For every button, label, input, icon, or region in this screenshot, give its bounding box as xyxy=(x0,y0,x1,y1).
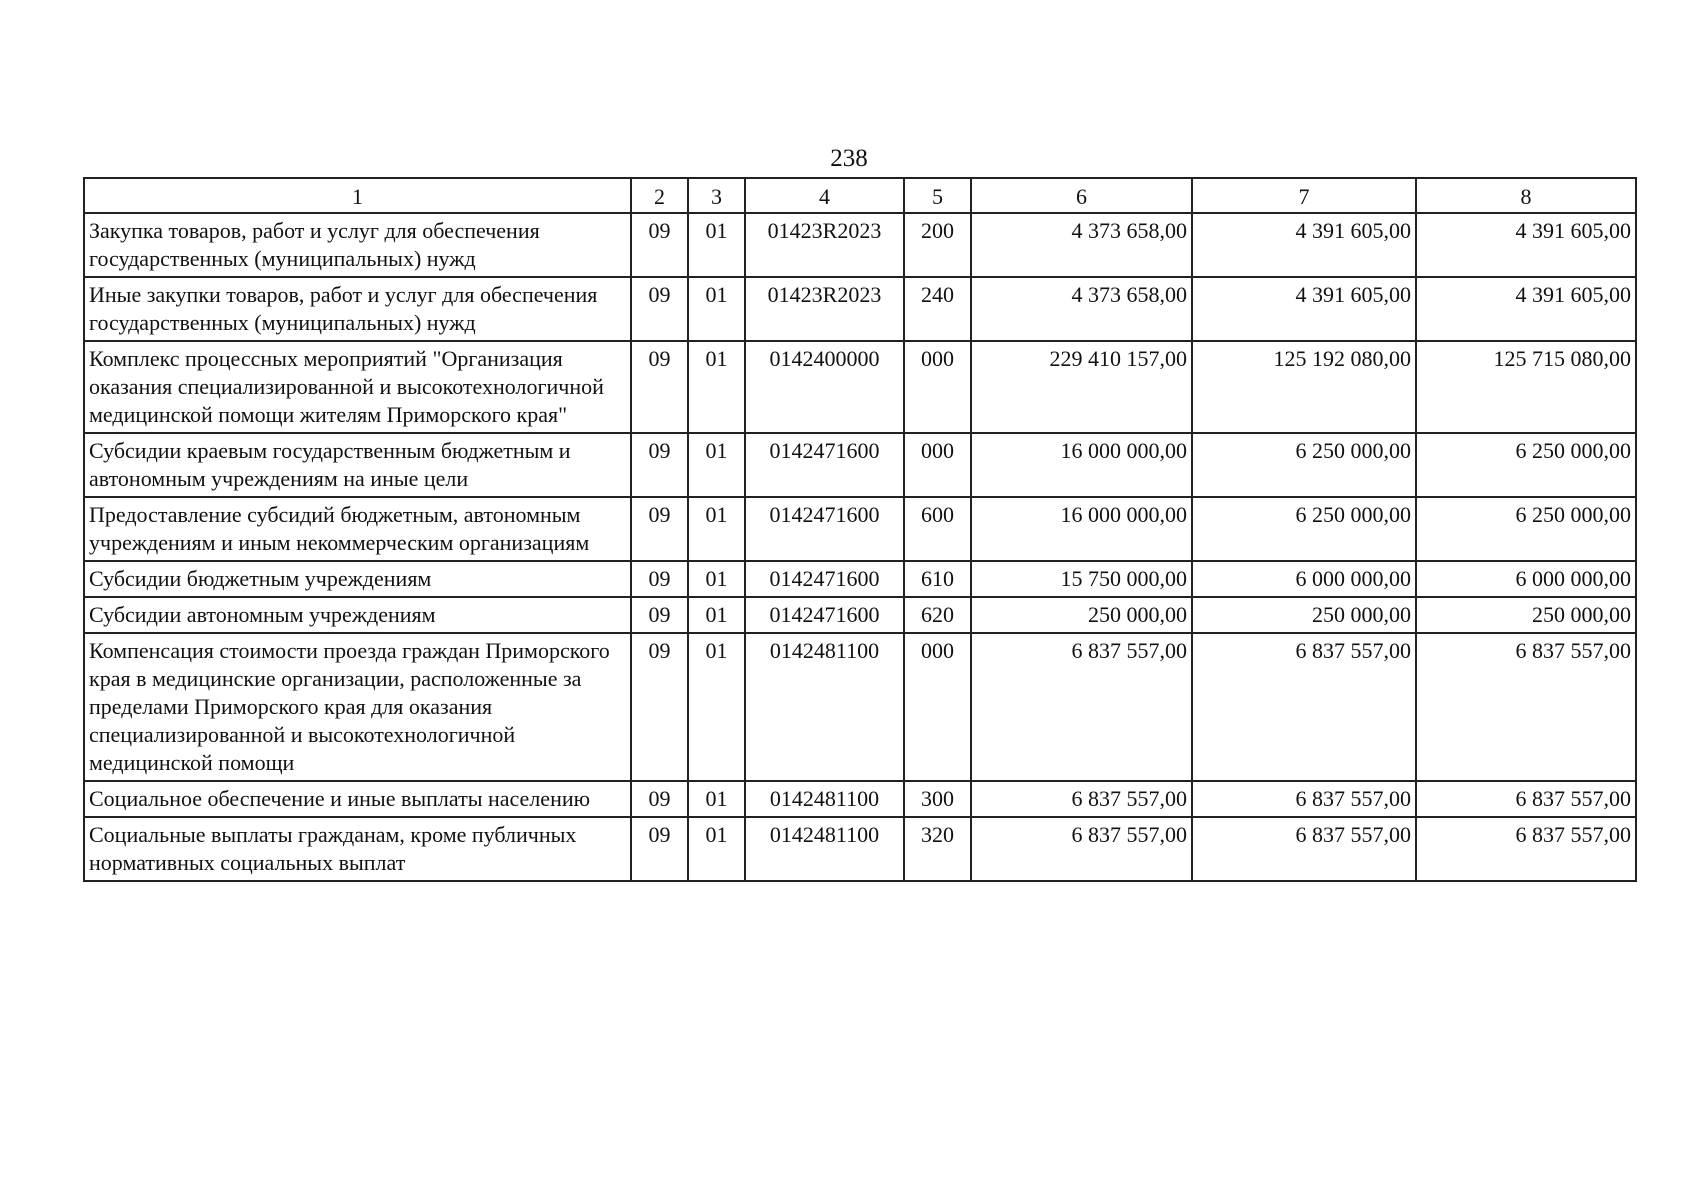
item-name: Закупка товаров, работ и услуг для обеспечения государственных (муниципальных) нужд xyxy=(84,213,631,277)
table-row xyxy=(84,277,1636,341)
amount-col-8: 6 837 557,00 xyxy=(1416,633,1636,781)
subsection-code: 01 xyxy=(688,341,745,433)
item-name: Комплекс процессных мероприятий "Организация оказания специализированной и высокотехнологичной медицинской помощи жителям Приморского края" xyxy=(84,341,631,433)
amount-col-6: 6 837 557,00 xyxy=(971,781,1192,817)
target-article-code: 0142471600 xyxy=(745,433,904,497)
item-name: Социальное обеспечение и иные выплаты населению xyxy=(84,781,631,817)
subsection-code: 01 xyxy=(688,497,745,561)
table-header xyxy=(84,178,1636,213)
column-header: 2 xyxy=(631,178,688,213)
amount-col-6: 250 000,00 xyxy=(971,597,1192,633)
table-row xyxy=(84,433,1636,497)
amount-col-6: 4 373 658,00 xyxy=(971,277,1192,341)
item-name: Субсидии краевым государственным бюджетным и автономным учреждениям на иные цели xyxy=(84,433,631,497)
amount-col-8: 125 715 080,00 xyxy=(1416,341,1636,433)
amount-col-8: 6 250 000,00 xyxy=(1416,433,1636,497)
amount-col-7: 4 391 605,00 xyxy=(1192,277,1416,341)
table-row xyxy=(84,633,1636,781)
header-row xyxy=(84,178,1636,213)
expense-type-code: 000 xyxy=(904,433,971,497)
table-row xyxy=(84,497,1636,561)
amount-col-7: 4 391 605,00 xyxy=(1192,213,1416,277)
column-header: 3 xyxy=(688,178,745,213)
target-article-code: 0142471600 xyxy=(745,561,904,597)
column-header: 7 xyxy=(1192,178,1416,213)
item-name: Иные закупки товаров, работ и услуг для обеспечения государственных (муниципальных) нужд xyxy=(84,277,631,341)
section-code: 09 xyxy=(631,633,688,781)
subsection-code: 01 xyxy=(688,817,745,881)
amount-col-8: 6 837 557,00 xyxy=(1416,781,1636,817)
column-header: 1 xyxy=(84,178,631,213)
table-row xyxy=(84,341,1636,433)
expense-type-code: 300 xyxy=(904,781,971,817)
subsection-code: 01 xyxy=(688,561,745,597)
section-code: 09 xyxy=(631,561,688,597)
amount-col-6: 6 837 557,00 xyxy=(971,817,1192,881)
amount-col-6: 6 837 557,00 xyxy=(971,633,1192,781)
amount-col-6: 4 373 658,00 xyxy=(971,213,1192,277)
section-code: 09 xyxy=(631,277,688,341)
expense-type-code: 000 xyxy=(904,341,971,433)
amount-col-8: 6 837 557,00 xyxy=(1416,817,1636,881)
amount-col-6: 15 750 000,00 xyxy=(971,561,1192,597)
item-name: Социальные выплаты гражданам, кроме публичных нормативных социальных выплат xyxy=(84,817,631,881)
subsection-code: 01 xyxy=(688,433,745,497)
table-row xyxy=(84,781,1636,817)
page-number: 238 xyxy=(830,145,868,172)
subsection-code: 01 xyxy=(688,277,745,341)
item-name: Субсидии автономным учреждениям xyxy=(84,597,631,633)
target-article-code: 0142471600 xyxy=(745,497,904,561)
column-header: 6 xyxy=(971,178,1192,213)
section-code: 09 xyxy=(631,341,688,433)
target-article-code: 0142481100 xyxy=(745,817,904,881)
amount-col-8: 6 250 000,00 xyxy=(1416,497,1636,561)
amount-col-7: 6 000 000,00 xyxy=(1192,561,1416,597)
amount-col-8: 6 000 000,00 xyxy=(1416,561,1636,597)
amount-col-7: 6 837 557,00 xyxy=(1192,633,1416,781)
table-row xyxy=(84,817,1636,881)
amount-col-8: 250 000,00 xyxy=(1416,597,1636,633)
table-row xyxy=(84,561,1636,597)
expense-type-code: 200 xyxy=(904,213,971,277)
amount-col-7: 125 192 080,00 xyxy=(1192,341,1416,433)
amount-col-7: 250 000,00 xyxy=(1192,597,1416,633)
budget-table xyxy=(83,177,1637,882)
expense-type-code: 000 xyxy=(904,633,971,781)
target-article-code: 0142481100 xyxy=(745,781,904,817)
amount-col-7: 6 837 557,00 xyxy=(1192,817,1416,881)
target-article-code: 0142400000 xyxy=(745,341,904,433)
item-name: Предоставление субсидий бюджетным, автономным учреждениям и иным некоммерческим организациям xyxy=(84,497,631,561)
section-code: 09 xyxy=(631,817,688,881)
amount-col-7: 6 250 000,00 xyxy=(1192,433,1416,497)
expense-type-code: 620 xyxy=(904,597,971,633)
subsection-code: 01 xyxy=(688,213,745,277)
subsection-code: 01 xyxy=(688,781,745,817)
column-header: 4 xyxy=(745,178,904,213)
section-code: 09 xyxy=(631,213,688,277)
subsection-code: 01 xyxy=(688,633,745,781)
table-row xyxy=(84,213,1636,277)
expense-type-code: 610 xyxy=(904,561,971,597)
item-name: Компенсация стоимости проезда граждан Приморского края в медицинские организации, расположенные за пределами Приморского края для оказания специализированной и высокотехнологичной медицинской помощи xyxy=(84,633,631,781)
expense-type-code: 320 xyxy=(904,817,971,881)
amount-col-8: 4 391 605,00 xyxy=(1416,213,1636,277)
table-body xyxy=(84,213,1636,881)
table-row xyxy=(84,597,1636,633)
amount-col-6: 16 000 000,00 xyxy=(971,497,1192,561)
section-code: 09 xyxy=(631,597,688,633)
item-name: Субсидии бюджетным учреждениям xyxy=(84,561,631,597)
target-article-code: 0142481100 xyxy=(745,633,904,781)
section-code: 09 xyxy=(631,497,688,561)
column-header: 8 xyxy=(1416,178,1636,213)
subsection-code: 01 xyxy=(688,597,745,633)
amount-col-7: 6 250 000,00 xyxy=(1192,497,1416,561)
amount-col-8: 4 391 605,00 xyxy=(1416,277,1636,341)
column-header: 5 xyxy=(904,178,971,213)
expense-type-code: 600 xyxy=(904,497,971,561)
target-article-code: 01423R2023 xyxy=(745,213,904,277)
expense-type-code: 240 xyxy=(904,277,971,341)
amount-col-7: 6 837 557,00 xyxy=(1192,781,1416,817)
section-code: 09 xyxy=(631,781,688,817)
target-article-code: 01423R2023 xyxy=(745,277,904,341)
section-code: 09 xyxy=(631,433,688,497)
target-article-code: 0142471600 xyxy=(745,597,904,633)
amount-col-6: 16 000 000,00 xyxy=(971,433,1192,497)
amount-col-6: 229 410 157,00 xyxy=(971,341,1192,433)
